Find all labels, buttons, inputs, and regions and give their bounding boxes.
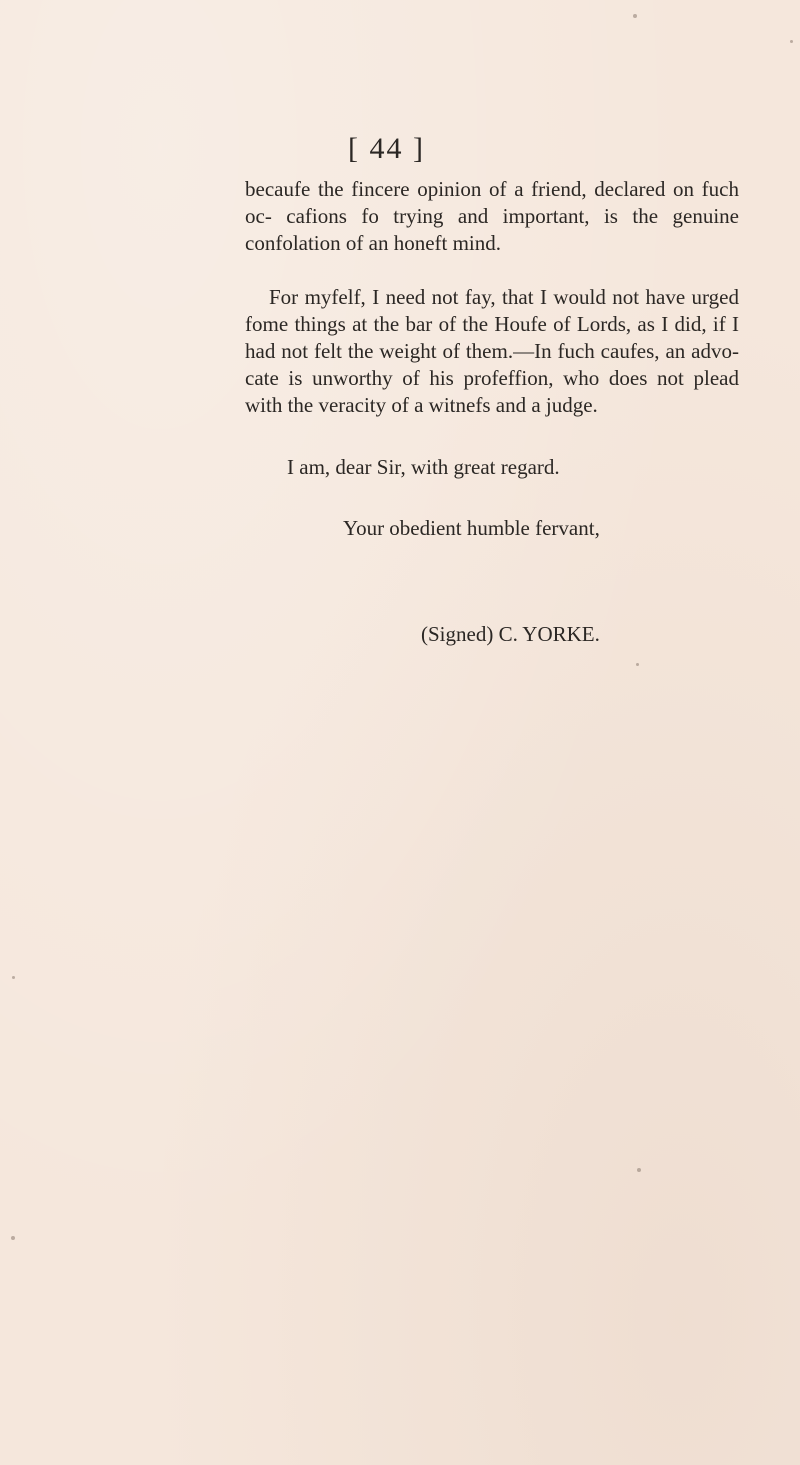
paper-speck — [790, 40, 793, 43]
letter-signature: (Signed) C. YORKE. — [421, 622, 600, 646]
paper-speck — [637, 1168, 641, 1172]
paper-speck — [11, 1236, 15, 1240]
paper-speck — [12, 976, 15, 979]
letter-closing: I am, dear Sir, with great regard. — [287, 455, 560, 479]
paper-speck — [633, 14, 637, 18]
page-number: [ 44 ] — [348, 132, 425, 165]
paragraph-2: For myfelf, I need not fay, that I would not have urged fome things at the bar of the Houfe of Lords, as I did, if I had not felt the weight of them.—In fuch caufes, an advo- cate is unworthy of his profeffion, who does not plead with the veracity of a witnefs and a judge. — [245, 285, 739, 417]
letter-valediction: Your obedient humble fervant, — [343, 516, 600, 540]
paragraph-1: becaufe the fincere opinion of a friend, declared on fuch oc- cafions fo trying and important, is the genuine confolation of an honeft mind. — [245, 177, 739, 255]
paper-speck — [636, 663, 639, 666]
